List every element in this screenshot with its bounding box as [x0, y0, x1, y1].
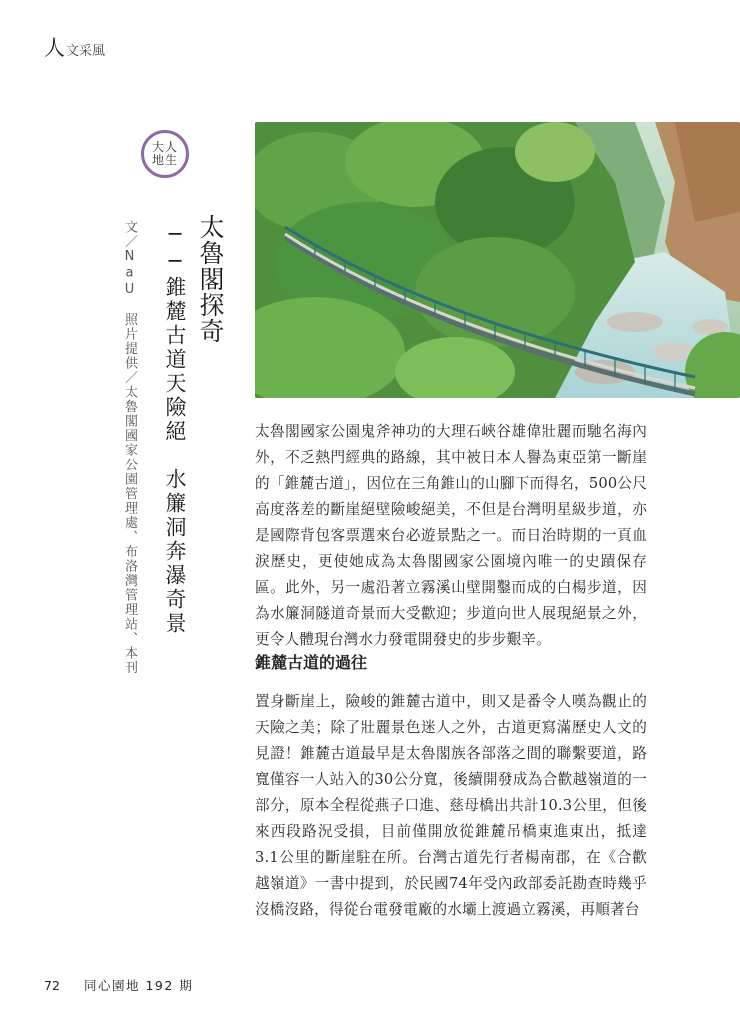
credit-photo: 照片提供／太魯閣國家公園管理處、布洛灣管理站、本刊 [122, 312, 137, 675]
article-subtitle [160, 222, 190, 636]
page-footer [44, 976, 193, 994]
page-number: 72 [44, 977, 60, 993]
badge-line-1: 大人 [151, 140, 178, 154]
subtitle-dash: ── [163, 222, 187, 276]
hero-photo [255, 122, 740, 398]
section-heading: 錐麓古道的過往 [255, 653, 368, 672]
badge-line-2: 地生 [151, 153, 178, 167]
suspension-bridge-image [255, 122, 740, 398]
article-title: 太魯閣探奇 [196, 214, 225, 344]
intro-paragraph: 太魯閣國家公園鬼斧神功的大理石峽谷雄偉壯麗而馳名海內外，不乏熱門經典的路線，其中被日本人譽為東亞第一斷崖的「錐麓古道」，因位在三角錐山的山腳下而得名，500公尺高度落差的斷崖絕壁險峻絕美，不但是台灣明星級步道，亦是國際背包客票選來台必遊景點之一。而日治時期的一頁血淚歷史，更使她成為太魯閣國家公園境內唯一的史蹟保存區。此外，另一處沿著立霧溪山壁開鑿而成的白楊步道，因為水簾洞隧道奇景而大受歡迎；步道向世人展現絕景之外，更令人體現台灣水力發電開發史的步步艱辛。 [255, 423, 647, 648]
article-credit [120, 220, 139, 675]
column-badge [141, 130, 189, 178]
body-paragraph: 置身斷崖上，險峻的錐麓古道中，則又是番令人嘆為觀止的天險之美；除了壯麗景色迷人之外，古道更寫滿歷史人文的見證！錐麓古道最早是太魯閣族各部落之間的聯繫要道，路寬僅容一人站入的30公分寬，後續開發成為合歡越嶺道的一部分，原本全程從燕子口進、慈母橋出共計10.3公里，但後來西段路況受損，目前僅開放從錐麓吊橋東進東出，抵達3.1公里的斷崖駐在所。台灣古道先行者楊南郡，在《合歡越嶺道》一書中提到，於民國74年受內政部委託勘查時幾乎沒橋沒路，得從台電發電廠的水壩上渡過立霧溪，再順著台 [255, 693, 647, 918]
section-header [44, 38, 105, 59]
credit-author: 文／NaU [122, 220, 137, 299]
section-header-initial: 人 [44, 36, 65, 60]
magazine-issue: 同心園地 192 期 [84, 978, 194, 993]
subtitle-text: 錐麓古道天險絕 水簾洞奔瀑奇景 [163, 276, 187, 636]
section-header-label: 文采風 [66, 44, 106, 59]
